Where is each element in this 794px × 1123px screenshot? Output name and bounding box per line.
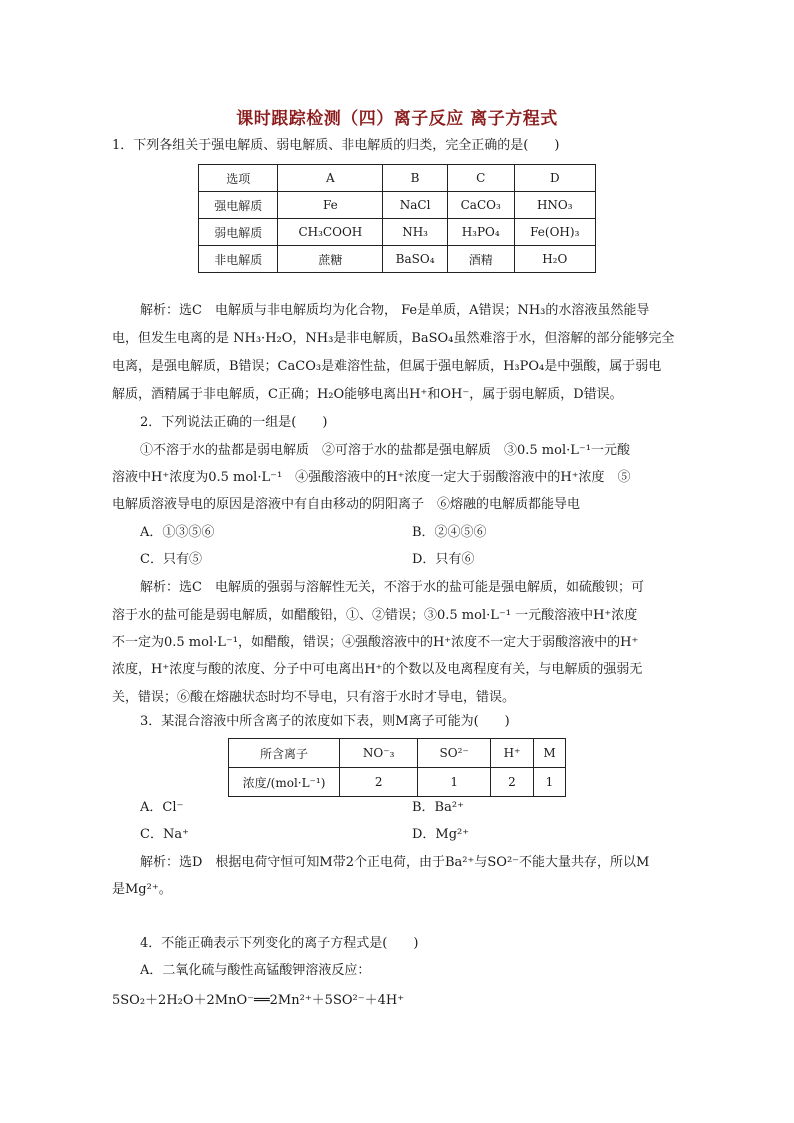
table-cell: 酒精 — [447, 246, 514, 273]
q1-table — [198, 164, 596, 273]
q1-stem: 1．下列各组关于强电解质、弱电解质、非电解质的归类，完全正确的是( ) — [112, 138, 560, 153]
q3-table — [228, 738, 566, 797]
q1-analysis-line: 电，但发生电离的是 NH₃·H₂O，NH₃是非电解质，BaSO₄虽然难溶于水，但溶解的部分能够完全 — [112, 331, 675, 346]
q3-stem: 3．某混合溶液中所含离子的浓度如下表，则M离子可能为( ) — [140, 714, 510, 729]
q4-option-a: A．二氧化硫与酸性高锰酸钾溶液反应： — [140, 963, 371, 978]
table-row — [229, 739, 566, 768]
q3-analysis-line: 解析：选D 根据电荷守恒可知M带2个正电荷，由于Ba²⁺与SO²⁻不能大量共存，所以M — [140, 855, 650, 870]
q2-option-a: A．①③⑤⑥ — [140, 525, 215, 540]
q2-body-line: 电解质溶液导电的原因是溶液中有自由移动的阴阳离子 ⑥熔融的电解质都能导电 — [112, 497, 581, 512]
table-cell: H₂O — [514, 246, 595, 273]
table-cell: NaCl — [383, 192, 448, 219]
table-row — [199, 165, 596, 192]
q2-analysis-line: 解析：选C 电解质的强弱与溶解性无关，不溶于水的盐可能是强电解质，如硫酸钡；可 — [140, 580, 644, 595]
table-row — [199, 192, 596, 219]
q2-option-b: B．②④⑤⑥ — [412, 525, 487, 540]
q1-analysis-line: 电离，是强电解质，B错误；CaCO₃是难溶性盐，但属于强电解质，H₃PO₄是中强酸，属于弱电 — [112, 359, 662, 374]
table-cell: 蔗糖 — [278, 246, 383, 273]
table-cell: B — [383, 165, 448, 192]
q2-body-line: 溶液中H⁺浓度为0.5 mol·L⁻¹ ④强酸溶液中的H⁺浓度一定大于弱酸溶液中的H⁺浓度 ⑤ — [112, 470, 631, 485]
table-cell: 所含离子 — [229, 739, 340, 768]
table-cell: NH₃ — [383, 219, 448, 246]
table-cell: 1 — [533, 768, 565, 797]
q3-analysis-line: 是Mg²⁺。 — [112, 882, 172, 897]
table-cell: 非电解质 — [199, 246, 278, 273]
page-title: 课时跟踪检测（四）离子反应 离子方程式 — [236, 109, 558, 129]
table-row — [199, 246, 596, 273]
table-cell: 强电解质 — [199, 192, 278, 219]
table-cell: NO⁻₃ — [340, 739, 418, 768]
q4-stem: 4．不能正确表示下列变化的离子方程式是( ) — [140, 936, 419, 951]
q2-stem: 2．下列说法正确的一组是( ) — [140, 415, 328, 430]
q2-analysis-line: 不一定为0.5 mol·L⁻¹，如醋酸，错误；④强酸溶液中的H⁺浓度不一定大于弱酸溶液中的H⁺ — [112, 635, 639, 650]
table-cell: Fe(OH)₃ — [514, 219, 595, 246]
q1-analysis-line: 解析：选C 电解质与非电解质均为化合物， Fe是单质，A错误；NH₃的水溶液虽然能导 — [140, 303, 650, 318]
q2-option-c: C．只有⑤ — [140, 552, 202, 567]
table-cell: A — [278, 165, 383, 192]
table-cell: H₃PO₄ — [447, 219, 514, 246]
q2-analysis-line: 溶于水的盐可能是弱电解质，如醋酸铅，①、②错误；③0.5 mol·L⁻¹ 一元酸溶液中H⁺浓度 — [112, 608, 638, 623]
table-cell: H⁺ — [491, 739, 534, 768]
table-cell: C — [447, 165, 514, 192]
q2-body-line: ①不溶于水的盐都是弱电解质 ②可溶于水的盐都是强电解质 ③0.5 mol·L⁻¹一元酸 — [140, 443, 630, 458]
table-cell: 2 — [491, 768, 534, 797]
table-cell: CH₃COOH — [278, 219, 383, 246]
q3-option-c: C．Na⁺ — [140, 827, 189, 842]
table-row — [229, 768, 566, 797]
q3-option-a: A．Cl⁻ — [140, 800, 184, 815]
table-cell: BaSO₄ — [383, 246, 448, 273]
q4-equation: 5SO₂＋2H₂O＋2MnO⁻══2Mn²⁺＋5SO²⁻＋4H⁺ — [112, 993, 405, 1008]
q2-option-d: D．只有⑥ — [412, 552, 475, 567]
q3-option-b: B．Ba²⁺ — [412, 800, 464, 815]
q2-analysis-line: 关，错误；⑥酸在熔融状态时均不导电，只有溶于水时才导电，错误。 — [112, 690, 516, 705]
table-cell: 浓度/(mol·L⁻¹) — [229, 768, 340, 797]
q1-analysis-line: 解质，酒精属于非电解质，C正确；H₂O能够电离出H⁺和OH⁻，属于弱电解质，D错误。 — [112, 387, 623, 402]
table-cell: CaCO₃ — [447, 192, 514, 219]
table-cell: M — [533, 739, 565, 768]
table-cell: 1 — [418, 768, 491, 797]
q2-analysis-line: 浓度，H⁺浓度与酸的浓度、分子中可电离出H⁺的个数以及电离程度有关，与电解质的强弱无 — [112, 662, 643, 677]
table-cell: HNO₃ — [514, 192, 595, 219]
table-cell: 弱电解质 — [199, 219, 278, 246]
table-cell: 选项 — [199, 165, 278, 192]
table-cell: Fe — [278, 192, 383, 219]
table-cell: SO²⁻ — [418, 739, 491, 768]
table-row — [199, 219, 596, 246]
table-cell: 2 — [340, 768, 418, 797]
table-cell: D — [514, 165, 595, 192]
q3-option-d: D．Mg²⁺ — [412, 827, 470, 842]
